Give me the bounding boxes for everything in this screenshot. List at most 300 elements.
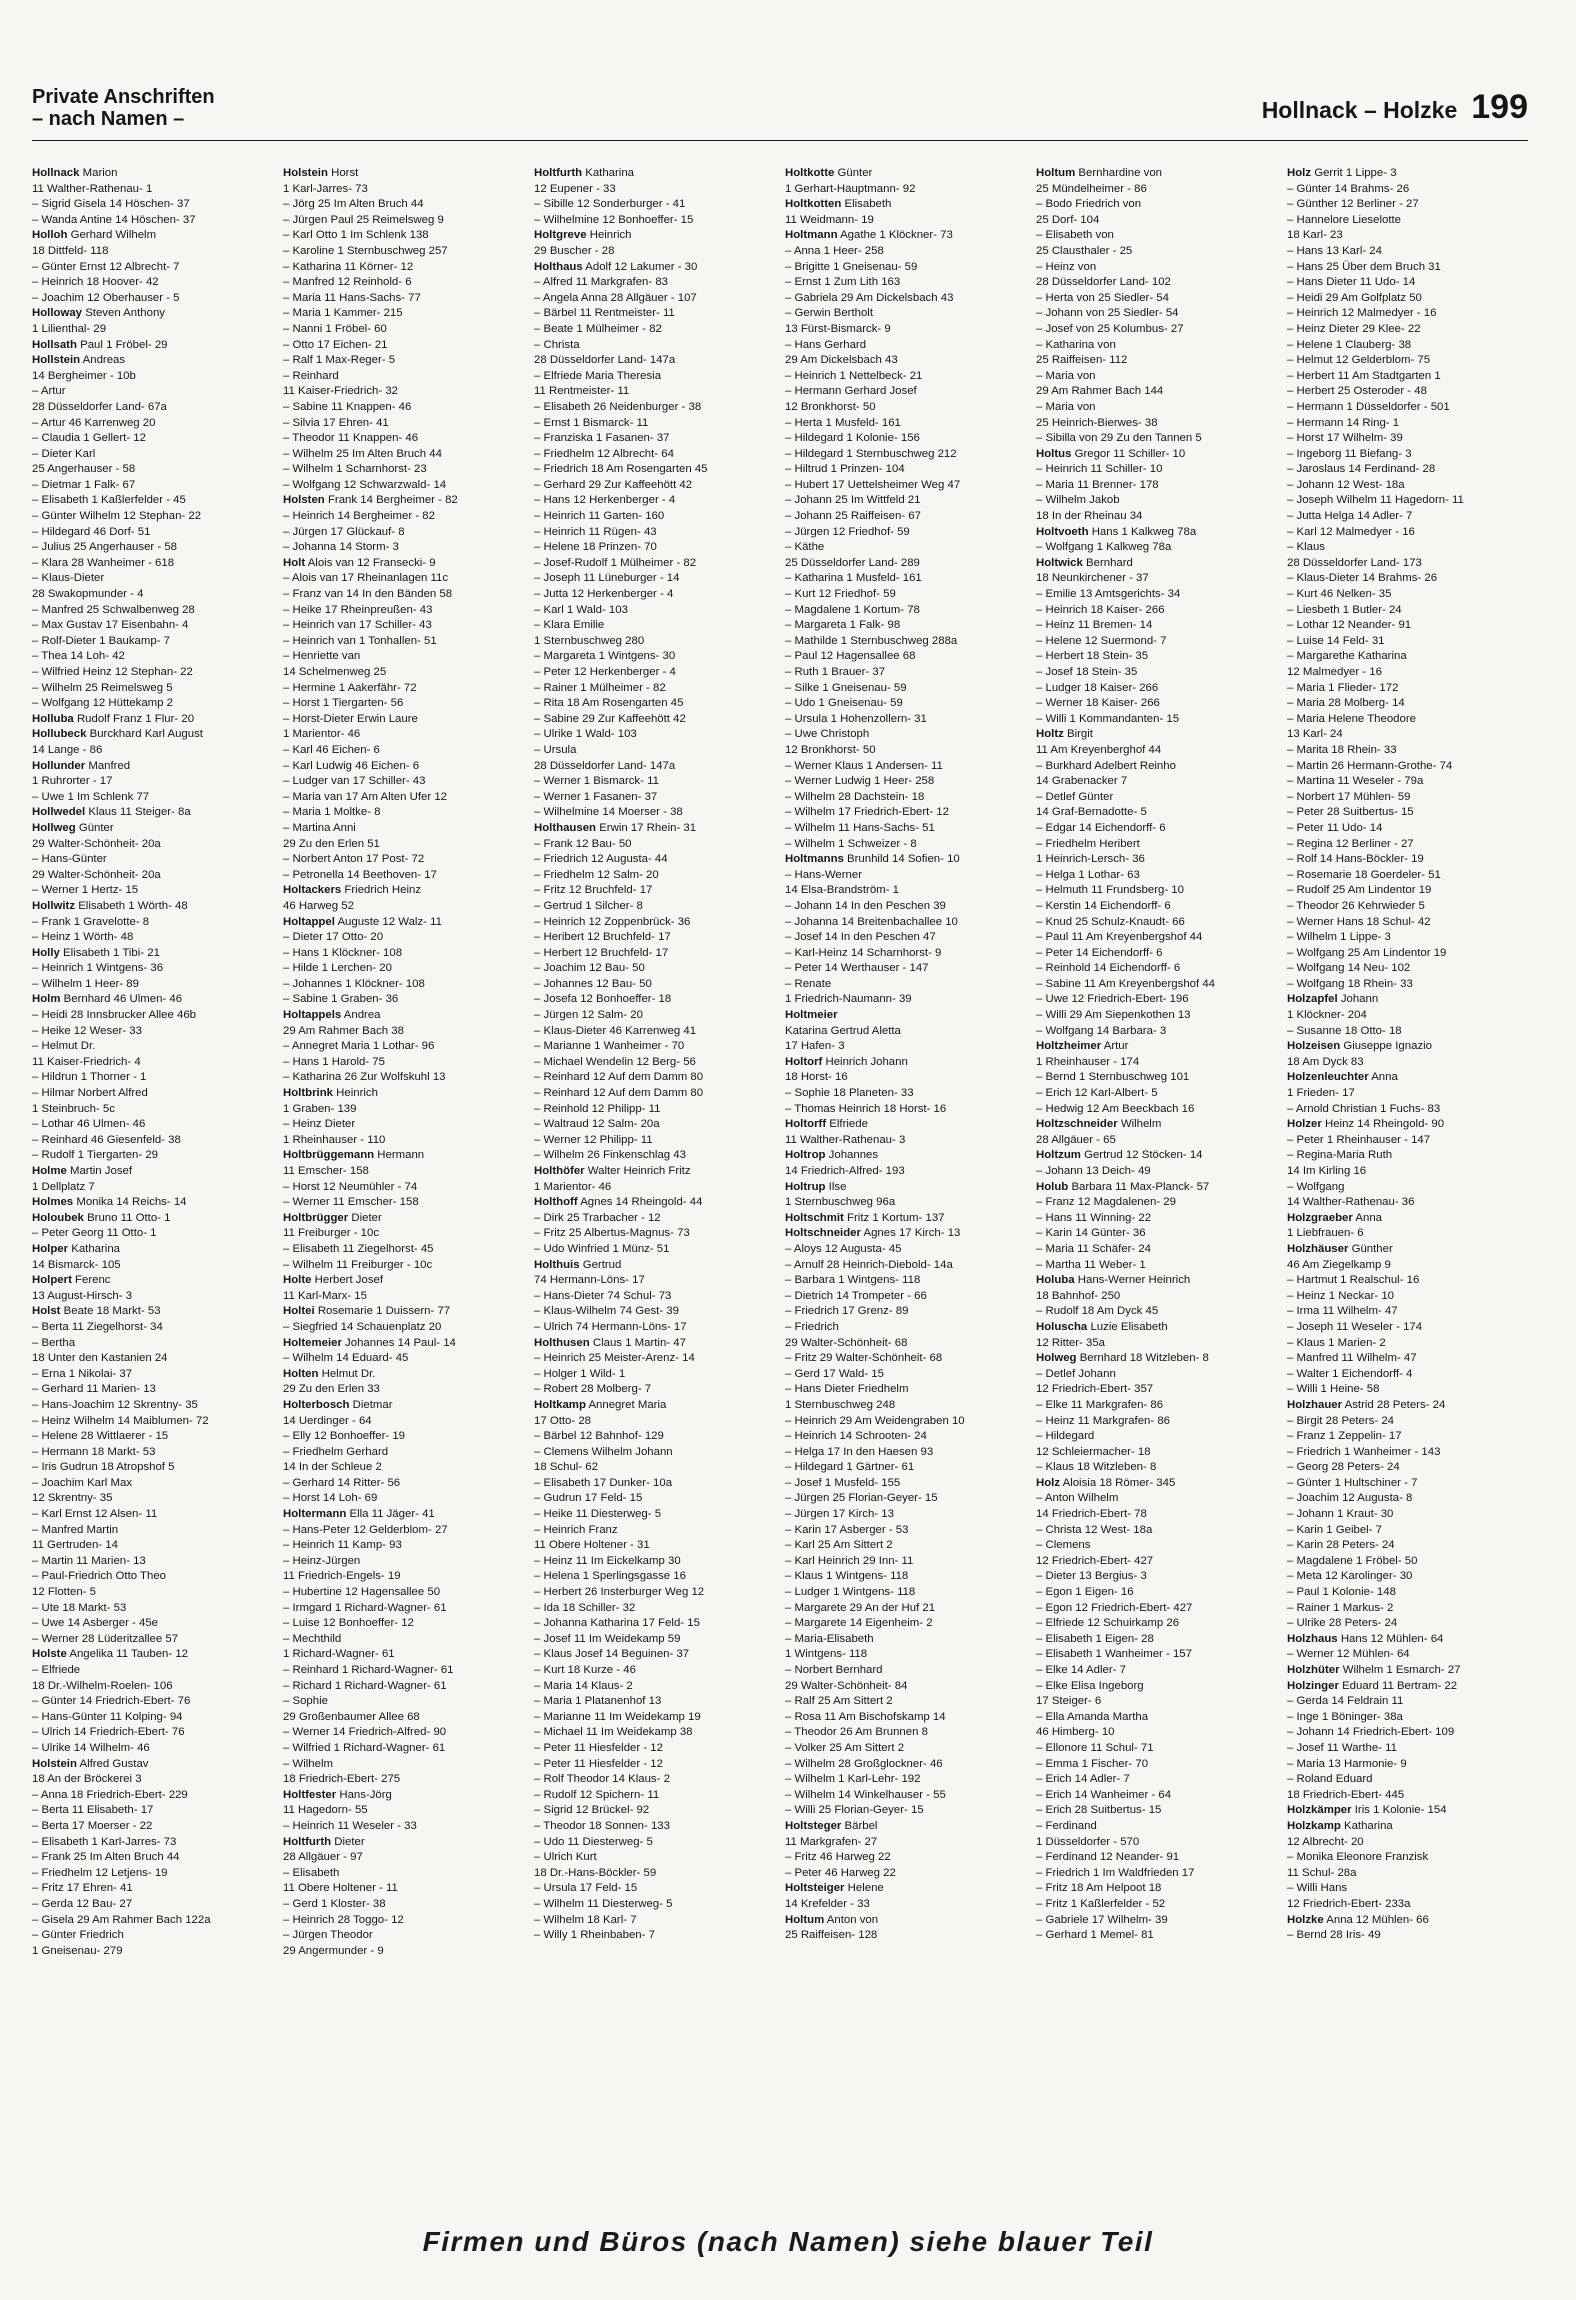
directory-entry xyxy=(1287,213,1529,229)
entry-text: – Sabine 29 Zur Kaffeehött 42 xyxy=(534,712,686,725)
entry-text: – Ernst 1 Bismarck- 11 xyxy=(534,416,649,429)
directory-entry xyxy=(32,977,274,993)
directory-entry xyxy=(1287,1055,1529,1071)
directory-entry xyxy=(785,1117,1027,1133)
entry-text: – Bodo Friedrich von xyxy=(1036,198,1142,211)
entry-text: – Heinrich 1 Nettelbeck- 21 xyxy=(785,369,923,382)
entry-text: – Horst 14 Loh- 69 xyxy=(283,1492,378,1505)
surname: Holmes xyxy=(32,1196,74,1209)
directory-entry xyxy=(534,291,776,307)
entry-text: – Ida 18 Schiller- 32 xyxy=(534,1601,636,1614)
entry-text: – Jürgen 17 Glückauf- 8 xyxy=(283,525,405,538)
directory-entry xyxy=(1036,228,1278,244)
directory-entry xyxy=(32,447,274,463)
entry-text: – Gerda 14 Feldrain 11 xyxy=(1287,1695,1404,1708)
entry-text: – Erich 14 Adler- 7 xyxy=(1036,1773,1130,1786)
directory-entry xyxy=(1036,1039,1278,1055)
entry-text: – Ralf 25 Am Sittert 2 xyxy=(785,1695,893,1708)
entry-text: – Christa xyxy=(534,338,580,351)
directory-entry xyxy=(1287,1725,1529,1741)
entry-text: Bernhard 18 Witzleben- 8 xyxy=(1079,1352,1209,1365)
directory-entry xyxy=(1287,727,1529,743)
directory-entry xyxy=(785,197,1027,213)
directory-entry xyxy=(534,1725,776,1741)
directory-entry xyxy=(283,852,525,868)
directory-entry xyxy=(1287,649,1529,665)
entry-text: – Reinhard xyxy=(283,369,339,382)
entry-text: 29 Walter-Schönheit- 84 xyxy=(785,1679,908,1692)
directory-entry xyxy=(1287,525,1529,541)
directory-entry xyxy=(283,1039,525,1055)
directory-entry xyxy=(534,1242,776,1258)
directory-entry xyxy=(32,400,274,416)
entry-text: 17 Steiger- 6 xyxy=(1036,1695,1102,1708)
entry-text: – Herta 1 Musfeld- 161 xyxy=(785,416,901,429)
directory-entry xyxy=(283,1757,525,1773)
directory-entry xyxy=(1036,1881,1278,1897)
directory-entry xyxy=(1287,1226,1529,1242)
directory-entry xyxy=(785,837,1027,853)
entry-text: – Maria 11 Brenner- 178 xyxy=(1036,478,1159,491)
footer-note: Firmen und Büros (nach Namen) siehe blauer Teil xyxy=(422,2226,1154,2257)
entry-text: – Heinrich 12 Zoppenbrück- 36 xyxy=(534,915,691,928)
entry-text: – Luise 12 Bonhoeffer- 12 xyxy=(283,1617,414,1630)
entry-text: – Günter Friedrich xyxy=(32,1929,124,1942)
directory-entry xyxy=(534,509,776,525)
entry-text: – Magdalene 1 Fröbel- 50 xyxy=(1287,1554,1418,1567)
directory-entry xyxy=(534,556,776,572)
entry-text: – Gabriele 17 Wilhelm- 39 xyxy=(1036,1913,1168,1926)
entry-text: Marion xyxy=(82,167,118,179)
directory-entry xyxy=(785,790,1027,806)
entry-text: – Herbert 18 Stein- 35 xyxy=(1036,650,1149,663)
surname: Holtappel xyxy=(283,915,335,928)
directory-entry xyxy=(534,665,776,681)
directory-entry xyxy=(785,275,1027,291)
entry-text: – Karoline 1 Sternbuschweg 257 xyxy=(283,244,448,257)
entry-text: – Horst 17 Wilhelm- 39 xyxy=(1287,432,1403,445)
entry-text: – Peter 11 Hiesfelder - 12 xyxy=(534,1741,663,1754)
entry-text: – Gerwin Bertholt xyxy=(785,307,873,320)
directory-entry xyxy=(32,478,274,494)
directory-entry xyxy=(32,883,274,899)
directory-entry xyxy=(1036,197,1278,213)
surname: Holtkotte xyxy=(785,167,835,179)
entry-text: – Hildrun 1 Thorner - 1 xyxy=(32,1071,147,1084)
entry-text: – Hedwig 12 Am Beeckbach 16 xyxy=(1036,1102,1195,1115)
entry-text: – Bärbel 11 Rentmeister- 11 xyxy=(534,307,675,320)
entry-text: – Heinrich 12 Malmedyer - 16 xyxy=(1287,307,1437,320)
entry-text: – Ursula 17 Feld- 15 xyxy=(534,1882,638,1895)
directory-entry xyxy=(283,260,525,276)
entry-text: 14 In der Schleue 2 xyxy=(283,1461,382,1474)
directory-entry xyxy=(1287,1039,1529,1055)
directory-entry xyxy=(32,1102,274,1118)
entry-text: – Rita 18 Am Rosengarten 45 xyxy=(534,697,684,710)
directory-entry xyxy=(32,182,274,198)
directory-entry xyxy=(534,1070,776,1086)
directory-entry xyxy=(1036,1491,1278,1507)
entry-text: – Willi 1 Heine- 58 xyxy=(1287,1383,1380,1396)
surname: Holzhaus xyxy=(1287,1632,1338,1645)
directory-entry xyxy=(785,946,1027,962)
directory-entry xyxy=(283,228,525,244)
directory-entry xyxy=(283,1445,525,1461)
entry-text: – Dietmar 1 Falk- 67 xyxy=(32,478,136,491)
directory-entry xyxy=(785,1491,1027,1507)
directory-entry xyxy=(283,1491,525,1507)
surname: Hollweg xyxy=(32,821,76,834)
entry-text: – Klaus-Dieter xyxy=(32,572,105,585)
directory-entry xyxy=(1036,1382,1278,1398)
entry-text: 12 Malmedyer - 16 xyxy=(1287,666,1382,678)
entry-text: – Joachim 12 Augusta- 8 xyxy=(1287,1492,1413,1505)
surname: Holtrop xyxy=(785,1149,826,1162)
entry-text: – Hans 1 Harold- 75 xyxy=(283,1055,385,1068)
directory-entry xyxy=(32,1476,274,1492)
entry-text: – Volker 25 Am Sittert 2 xyxy=(785,1741,905,1754)
entry-text: Fritz 1 Kortum- 137 xyxy=(847,1211,945,1224)
entry-text: – Magdalene 1 Kortum- 78 xyxy=(785,603,920,616)
directory-entry xyxy=(1036,1460,1278,1476)
directory-entry xyxy=(283,1086,525,1102)
entry-text: – Ulrike 14 Wilhelm- 46 xyxy=(32,1741,150,1754)
entry-text: – Wilhelm 18 Karl- 7 xyxy=(534,1913,637,1926)
entry-text: – Ferdinand 12 Neander- 91 xyxy=(1036,1851,1180,1864)
directory-entry xyxy=(534,1835,776,1851)
entry-text: – Hans Dieter Friedhelm xyxy=(785,1383,909,1396)
entry-text: – Katharina 1 Musfeld- 161 xyxy=(785,572,922,585)
directory-entry xyxy=(283,1336,525,1352)
entry-text: – Johann 14 In den Peschen 39 xyxy=(785,899,946,912)
surname: Holtemeier xyxy=(283,1336,342,1349)
entry-text: – Edgar 14 Eichendorff- 6 xyxy=(1036,821,1166,834)
entry-text: – Berta 17 Moerser - 22 xyxy=(32,1819,153,1832)
directory-entry xyxy=(534,681,776,697)
directory-entry xyxy=(283,649,525,665)
entry-text: – Sabine 1 Graben- 36 xyxy=(283,993,399,1006)
entry-text: – Fritz 17 Ehren- 41 xyxy=(32,1882,133,1895)
directory-entry xyxy=(32,1429,274,1445)
entry-text: – Frank 25 Im Alten Bruch 44 xyxy=(32,1851,180,1864)
directory-entry xyxy=(283,883,525,899)
entry-text: – Klara 28 Wanheimer - 618 xyxy=(32,556,175,569)
entry-text: – Thea 14 Loh- 42 xyxy=(32,650,125,663)
surname: Holtbrink xyxy=(283,1087,333,1100)
entry-text: 1 Klöckner- 204 xyxy=(1287,1009,1367,1022)
directory-entry xyxy=(1287,883,1529,899)
directory-entry xyxy=(785,649,1027,665)
directory-entry xyxy=(283,681,525,697)
directory-entry xyxy=(283,1304,525,1320)
entry-text: Frank 14 Bergheimer - 82 xyxy=(327,494,458,507)
entry-text: Hans 1 Kalkweg 78a xyxy=(1091,525,1197,538)
entry-text: – Werner 1 Hertz- 15 xyxy=(32,884,139,897)
entry-text: Elisabeth 1 Tibi- 21 xyxy=(63,946,160,959)
entry-text: – Birgit 28 Peters- 24 xyxy=(1287,1414,1394,1427)
entry-text: – Michael 11 Im Weidekamp 38 xyxy=(534,1726,693,1739)
directory-entry xyxy=(1036,727,1278,743)
directory-entry xyxy=(785,1398,1027,1414)
directory-entry xyxy=(32,618,274,634)
entry-text: 1 Rheinhauser - 174 xyxy=(1036,1055,1140,1068)
entry-text: Agnes 14 Rheingold- 44 xyxy=(580,1196,703,1209)
directory-entry xyxy=(785,1148,1027,1164)
directory-entry xyxy=(32,961,274,977)
directory-entry xyxy=(785,1226,1027,1242)
entry-text: – Egon 1 Eigen- 16 xyxy=(1036,1586,1134,1599)
directory-entry xyxy=(1287,712,1529,728)
directory-entry xyxy=(1036,743,1278,759)
directory-entry xyxy=(785,353,1027,369)
entry-text: – Elisabeth 26 Neidenburger - 38 xyxy=(534,400,702,413)
directory-entry xyxy=(1287,1928,1529,1944)
entry-text: – Helene 18 Prinzen- 70 xyxy=(534,541,657,554)
directory-entry xyxy=(1036,1476,1278,1492)
entry-text: – Helmut 12 Gelderblom- 75 xyxy=(1287,354,1431,367)
surname: Holz xyxy=(1036,1476,1061,1489)
directory-entry xyxy=(1036,540,1278,556)
directory-entry xyxy=(1036,665,1278,681)
entry-text: – Sigrid 12 Brückel- 92 xyxy=(534,1804,650,1817)
directory-entry xyxy=(283,400,525,416)
directory-entry xyxy=(534,1414,776,1430)
entry-text: – Hilmar Norbert Alfred xyxy=(32,1087,148,1100)
directory-entry xyxy=(1287,1398,1529,1414)
entry-text: – Dieter Karl xyxy=(32,447,96,460)
directory-entry xyxy=(1036,821,1278,837)
entry-text: 11 Kaiser-Friedrich- 32 xyxy=(283,385,399,398)
directory-entry xyxy=(534,338,776,354)
entry-text: – Wilhelm 11 Freiburger - 10c xyxy=(283,1258,433,1271)
directory-entry xyxy=(283,946,525,962)
entry-text: – Heinrich 14 Bergheimer - 82 xyxy=(283,510,435,523)
directory-entry xyxy=(785,852,1027,868)
entry-text: 29 Großenbaumer Allee 68 xyxy=(283,1710,420,1723)
directory-entry xyxy=(32,1507,274,1523)
entry-text: Andreas xyxy=(82,354,126,367)
directory-entry xyxy=(32,1554,274,1570)
directory-entry xyxy=(785,384,1027,400)
entry-text: Dietmar xyxy=(352,1398,393,1411)
entry-text: – Elke Elisa Ingeborg xyxy=(1036,1679,1144,1692)
entry-text: – Fritz 12 Bruchfeld- 17 xyxy=(534,884,653,897)
entry-text: Elisabeth xyxy=(844,198,892,211)
entry-text: 18 Bahnhof- 250 xyxy=(1036,1289,1121,1302)
directory-entry xyxy=(1287,1585,1529,1601)
directory-entry xyxy=(283,1741,525,1757)
entry-text: 11 Obere Holtener - 31 xyxy=(534,1539,650,1552)
directory-entry xyxy=(1287,1445,1529,1461)
entry-text: – Uwe 14 Asberger - 45e xyxy=(32,1617,159,1630)
directory-entry xyxy=(1036,899,1278,915)
entry-text: 25 Clausthaler - 25 xyxy=(1036,244,1133,257)
entry-text: Gerrit 1 Lippe- 3 xyxy=(1314,167,1397,179)
directory-entry xyxy=(1287,1803,1529,1819)
directory-entry xyxy=(32,1803,274,1819)
section-title xyxy=(32,86,215,130)
entry-text: – Klaus Josef 14 Beguinen- 37 xyxy=(534,1648,690,1661)
directory-entry xyxy=(785,431,1027,447)
entry-text: – Günther 12 Berliner - 27 xyxy=(1287,198,1419,211)
entry-text: – Heinrich 11 Weseler - 33 xyxy=(283,1819,417,1832)
surname: Holzer xyxy=(1287,1118,1322,1131)
entry-text: – Sabine 11 Am Kreyenbergshof 44 xyxy=(1036,977,1215,990)
directory-entry xyxy=(785,493,1027,509)
directory-entry xyxy=(32,1897,274,1913)
entry-text: – Peter 14 Eichendorff- 6 xyxy=(1036,946,1163,959)
entry-text: – Klara Emilie xyxy=(534,619,605,632)
entry-text: – Max Gustav 17 Eisenbahn- 4 xyxy=(32,619,189,632)
entry-text: Helmut Dr. xyxy=(321,1367,376,1380)
entry-text: – Heinz 11 Bremen- 14 xyxy=(1036,619,1153,632)
entry-text: – Willi 25 Florian-Geyer- 15 xyxy=(785,1804,924,1817)
directory-entry xyxy=(785,525,1027,541)
entry-text: – Reinhold 12 Philipp- 11 xyxy=(534,1102,661,1115)
directory-entry xyxy=(32,603,274,619)
directory-entry xyxy=(1036,1273,1278,1289)
directory-entry xyxy=(534,1351,776,1367)
surname: Holtkotten xyxy=(785,198,842,211)
entry-text: – Silke 1 Gneisenau- 59 xyxy=(785,681,907,694)
entry-text: Annegret Maria xyxy=(588,1398,667,1411)
directory-entry xyxy=(534,1569,776,1585)
entry-text: Agathe 1 Klöckner- 73 xyxy=(840,229,953,242)
directory-entry xyxy=(283,1897,525,1913)
directory-entry xyxy=(1036,1242,1278,1258)
entry-text: – Hans-Joachim 12 Skrentny- 35 xyxy=(32,1398,198,1411)
directory-entry xyxy=(283,431,525,447)
directory-entry xyxy=(1036,790,1278,806)
directory-entry xyxy=(1036,571,1278,587)
entry-text: Astrid 28 Peters- 24 xyxy=(1344,1398,1446,1411)
surname: Hollstein xyxy=(32,354,81,367)
directory-entry xyxy=(785,1710,1027,1726)
directory-entry xyxy=(32,587,274,603)
entry-text: – Christa 12 West- 18a xyxy=(1036,1523,1153,1536)
directory-entry xyxy=(32,1367,274,1383)
directory-entry xyxy=(785,696,1027,712)
directory-column-6 xyxy=(1287,166,1529,2206)
directory-entry xyxy=(785,618,1027,634)
directory-entry xyxy=(283,1928,525,1944)
entry-text: 29 Angermunder - 9 xyxy=(283,1944,384,1957)
directory-entry xyxy=(785,1102,1027,1118)
entry-text: – Klaus xyxy=(1287,541,1325,554)
directory-entry xyxy=(283,1226,525,1242)
entry-text: – Ingeborg 11 Biefang- 3 xyxy=(1287,447,1412,460)
directory-entry xyxy=(283,1585,525,1601)
entry-text: – Karl 1 Wald- 103 xyxy=(534,603,628,616)
directory-entry xyxy=(1287,540,1529,556)
entry-text: – Josef 11 Warthe- 11 xyxy=(1287,1741,1397,1754)
surname: Hollsath xyxy=(32,338,77,351)
directory-entry xyxy=(32,1850,274,1866)
directory-entry xyxy=(283,961,525,977)
entry-text: – Maria 1 Kammer- 215 xyxy=(283,307,403,320)
directory-entry xyxy=(283,1180,525,1196)
entry-text: 18 Dittfeld- 118 xyxy=(32,244,109,257)
entry-text: 28 Allgäuer - 97 xyxy=(283,1851,363,1864)
directory-entry xyxy=(534,1850,776,1866)
directory-entry xyxy=(785,930,1027,946)
entry-text: – Klaus-Dieter 46 Karrenweg 41 xyxy=(534,1024,697,1037)
directory-entry xyxy=(283,1616,525,1632)
entry-text: 29 Walter-Schönheit- 20a xyxy=(32,837,161,850)
directory-entry xyxy=(1036,353,1278,369)
entry-text: – Ellonore 11 Schul- 71 xyxy=(1036,1741,1154,1754)
directory-entry xyxy=(1287,634,1529,650)
entry-text: – Walter 1 Eichendorff- 4 xyxy=(1287,1367,1413,1380)
directory-entry xyxy=(32,1148,274,1164)
directory-entry xyxy=(785,1070,1027,1086)
directory-entry xyxy=(785,338,1027,354)
directory-entry xyxy=(283,1414,525,1430)
entry-text: Johannes 14 Paul- 14 xyxy=(345,1336,456,1349)
surname: Hollwitz xyxy=(32,899,76,912)
entry-text: 29 Am Dickelsbach 43 xyxy=(785,354,898,367)
entry-text: 1 Sternbuschweg 280 xyxy=(534,634,645,647)
directory-entry xyxy=(1287,197,1529,213)
entry-text: – Johann 14 Friedrich-Ebert- 109 xyxy=(1287,1726,1455,1739)
entry-text: Anton von xyxy=(826,1913,879,1926)
directory-entry xyxy=(283,1289,525,1305)
entry-text: Giuseppe Ignazio xyxy=(1343,1040,1432,1053)
directory-entry xyxy=(534,1679,776,1695)
directory-entry xyxy=(1287,774,1529,790)
directory-entry xyxy=(32,1211,274,1227)
entry-text: – Maria 13 Harmonie- 9 xyxy=(1287,1757,1407,1770)
entry-text: – Liesbeth 1 Butler- 24 xyxy=(1287,603,1402,616)
entry-text: Rosemarie 1 Duissern- 77 xyxy=(317,1305,451,1318)
entry-text: Iris 1 Kolonie- 154 xyxy=(1354,1804,1447,1817)
directory-entry xyxy=(534,961,776,977)
surname: Holzke xyxy=(1287,1913,1324,1926)
name-range: Hollnack – Holzke xyxy=(1261,97,1458,123)
entry-text: – Petronella 14 Beethoven- 17 xyxy=(283,868,437,881)
directory-entry xyxy=(1287,1133,1529,1149)
directory-entry xyxy=(32,1414,274,1430)
entry-text: – Ute 18 Markt- 53 xyxy=(32,1601,127,1614)
directory-entry xyxy=(1287,306,1529,322)
directory-entry xyxy=(534,1382,776,1398)
directory-entry xyxy=(32,665,274,681)
entry-text: Auguste 12 Walz- 11 xyxy=(337,915,442,928)
entry-text: – Franz van 14 In den Bänden 58 xyxy=(283,588,453,601)
entry-text: 13 Karl- 24 xyxy=(1287,728,1343,741)
directory-entry xyxy=(785,1195,1027,1211)
entry-text: – Wolfgang 1 Kalkweg 78a xyxy=(1036,541,1172,554)
entry-text: – Maria von xyxy=(1036,369,1096,382)
directory-entry xyxy=(32,1289,274,1305)
directory-entry xyxy=(534,1694,776,1710)
directory-entry xyxy=(283,696,525,712)
directory-entry xyxy=(283,1694,525,1710)
entry-text: – Horst 1 Tiergarten- 56 xyxy=(283,697,404,710)
directory-entry xyxy=(283,587,525,603)
entry-text: – Anton Wilhelm xyxy=(1036,1492,1119,1505)
entry-text: Helene xyxy=(847,1882,884,1895)
entry-text: – Mechthild xyxy=(283,1632,342,1645)
directory-entry xyxy=(32,930,274,946)
entry-text: – Dieter 17 Otto- 20 xyxy=(283,931,384,944)
entry-text: Bärbel xyxy=(844,1819,878,1832)
entry-text: – Johann 12 West- 18a xyxy=(1287,478,1405,491)
directory-entry xyxy=(534,1772,776,1788)
surname: Holt xyxy=(283,556,306,569)
directory-entry xyxy=(283,805,525,821)
directory-entry xyxy=(534,992,776,1008)
